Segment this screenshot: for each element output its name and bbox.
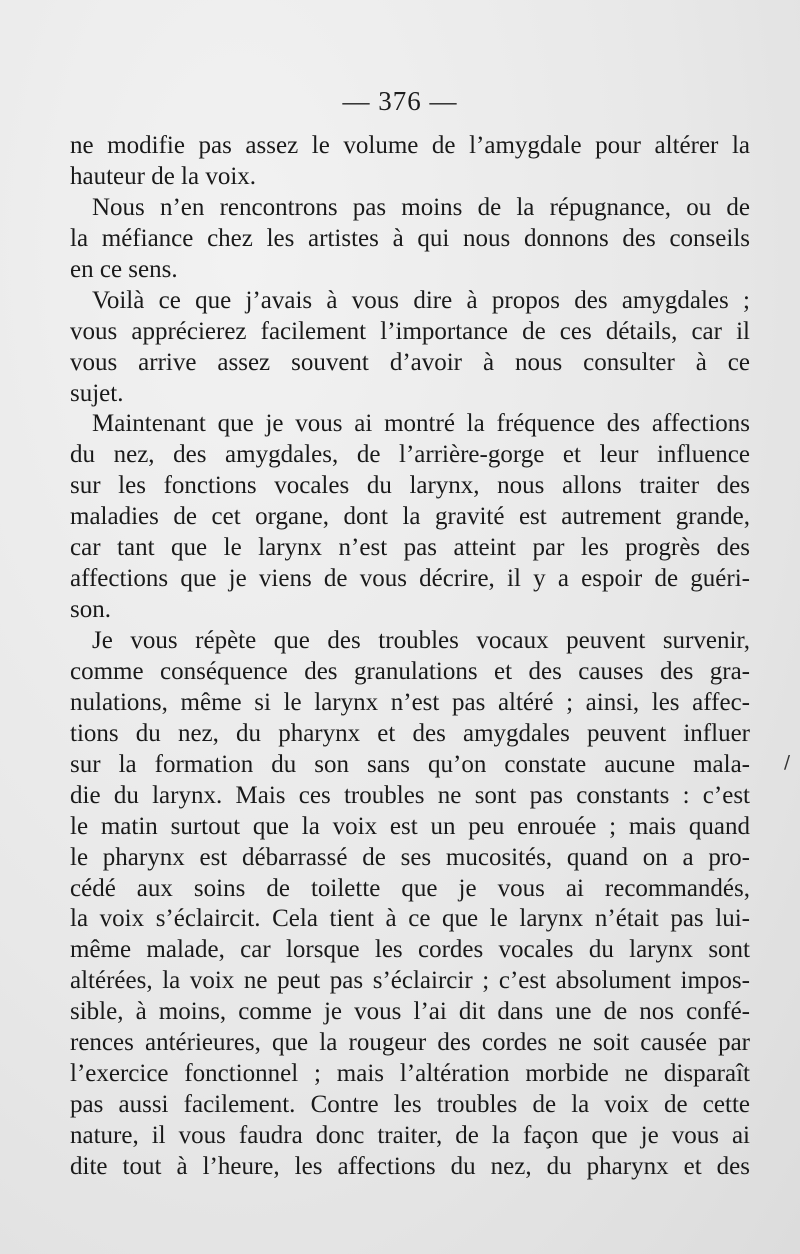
text-line: maladies de cet organe, dont la gravité est autrement grande, <box>70 503 750 531</box>
text-line: son. <box>70 596 111 624</box>
text-line: cédé aux soins de toilette que je vous ai recommandés, <box>70 874 750 902</box>
text-line: du nez, des amygdales, de l’arrière-gorge et leur influence <box>70 441 750 469</box>
text-line: affections que je viens de vous décrire, il y a espoir de guéri- <box>70 565 750 593</box>
text-line: l’exercice fonctionnel ; mais l’altération morbide ne disparaît <box>70 1060 750 1088</box>
text-line: pas aussi facilement. Contre les troubles de la voix de cette <box>70 1091 750 1119</box>
text-line: nature, il vous faudra donc traiter, de la façon que je vous ai <box>70 1122 750 1149</box>
text-line: altérées, la voix ne peut pas s’éclaircir ; c’est absolument impos- <box>70 967 750 995</box>
text-line: le pharynx est débarrassé de ses mucosités, quand on a pro- <box>70 843 750 871</box>
body-text <box>70 131 750 1183</box>
text-line: sur la formation du son sans qu’on constate aucune mala- <box>70 750 750 778</box>
text-line: hauteur de la voix. <box>70 162 257 190</box>
text-line: car tant que le larynx n’est pas atteint par les progrès des <box>70 534 750 562</box>
text-line: même malade, car lorsque les cordes vocales du larynx sont <box>70 936 750 964</box>
text-line: Nous n’en rencontrons pas moins de la répugnance, ou de <box>92 193 750 221</box>
text-line: la voix s’éclaircit. Cela tient à ce que le larynx n’était pas lui- <box>70 905 750 933</box>
text-line: en ce sens. <box>70 255 178 283</box>
text-line: sur les fonctions vocales du larynx, nous allons traiter des <box>70 472 750 500</box>
text-line: rences antérieures, que la rougeur des cordes ne soit causée par <box>70 1029 750 1057</box>
text-line: le matin surtout que la voix est un peu enrouée ; mais quand <box>70 812 750 840</box>
text-line: sujet. <box>70 379 124 407</box>
text-line: sible, à moins, comme je vous l’ai dit dans une de nos confé- <box>70 998 750 1026</box>
text-line: dite tout à l’heure, les affections du nez, du pharynx et des <box>70 1152 750 1180</box>
text-line: die du larynx. Mais ces troubles ne sont pas constants : c’est <box>70 781 750 809</box>
text-line: tions du nez, du pharynx et des amygdales peuvent influer <box>70 719 750 747</box>
text-line: Je vous répète que des troubles vocaux peuvent survenir, <box>92 627 750 654</box>
text-line: Voilà ce que j’avais à vous dire à propos des amygdales ; <box>92 286 750 314</box>
margin-mark: / <box>784 752 791 773</box>
text-line: vous apprécierez facilement l’importance de ces détails, car il <box>70 317 750 345</box>
text-line: comme conséquence des granulations et des causes des gra- <box>70 657 750 685</box>
text-line: Maintenant que je vous ai montré la fréquence des affections <box>92 410 750 438</box>
text-line: nulations, même si le larynx n’est pas altéré ; ainsi, les affec- <box>70 688 750 716</box>
page-number: — 376 — <box>342 86 458 116</box>
text-line: ne modifie pas assez le volume de l’amygdale pour altérer la <box>70 132 750 159</box>
text-line: la méfiance chez les artistes à qui nous donnons des conseils <box>70 224 750 252</box>
text-line: vous arrive assez souvent d’avoir à nous consulter à ce <box>70 348 750 376</box>
